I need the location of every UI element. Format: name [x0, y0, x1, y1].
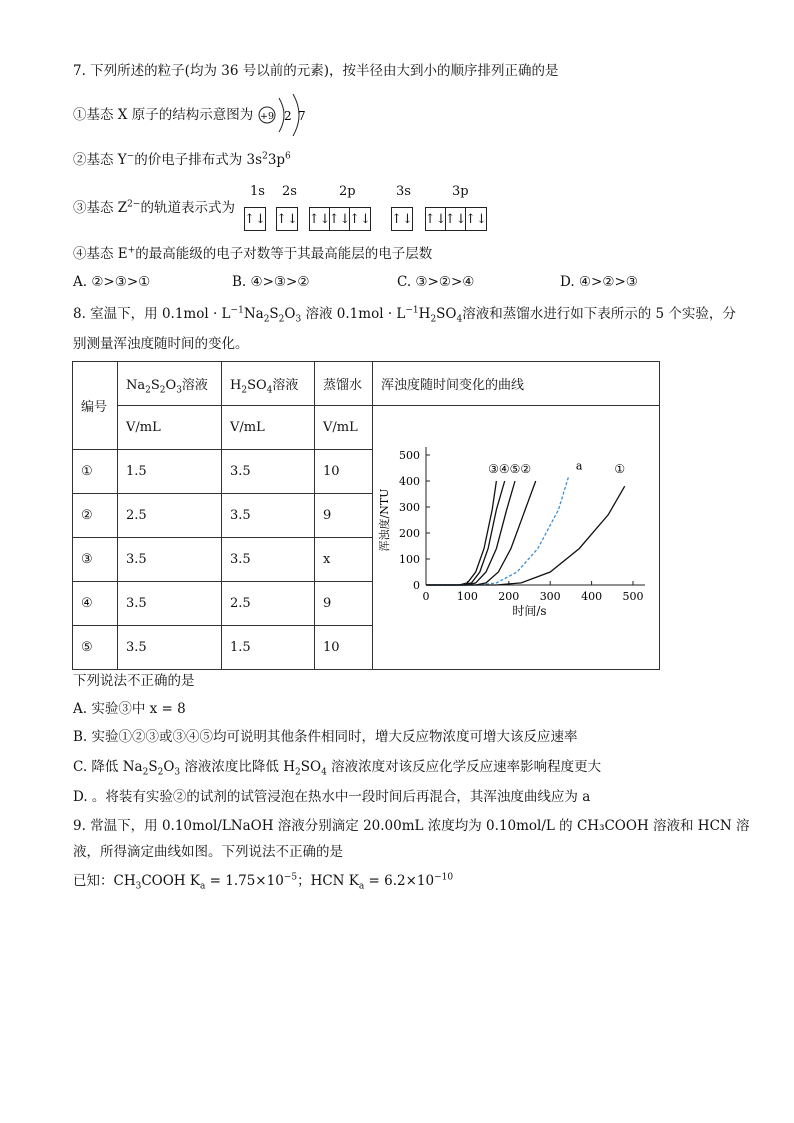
x-tick-label: 400 [581, 590, 603, 603]
y-tick-label: 200 [399, 527, 420, 540]
y-tick-label: 300 [399, 501, 420, 514]
q8-optc-part: C. 降低 Na [73, 759, 143, 775]
orbital-box-1s [244, 207, 266, 231]
row-water: x [315, 538, 373, 582]
header-na2s2o3: $Na_2S_2O_3$溶液 [118, 362, 222, 406]
sub: 2 [430, 314, 437, 325]
orbital-label-3s: 3s [396, 184, 411, 199]
q8-stem-line1: 8. 室温下，用 $0.1mol \cdot L^{-1}Na_2S_2O_3$ 溶液 $0.1mol \cdot L^{-1}H_2SO_4$溶液和蒸馏水进行如下表所示的 5 个实验，分 [73, 305, 736, 325]
series-line-solid [426, 481, 505, 585]
orbital-label-2s: 2s [282, 184, 297, 199]
q7-item1 [73, 106, 253, 124]
q7-item3 [73, 199, 235, 217]
q8-option-c[interactable]: C. 降低 $Na_2S_2O_3$ 溶液浓度比降低 $H_2SO_4$ 溶液浓度对该反应化学反应速率影响程度更大 [73, 759, 602, 778]
row-h2: 1.5 [222, 626, 315, 670]
row-na: 2.5 [118, 494, 222, 538]
q7-option-c[interactable]: C. ③>②>④ [397, 274, 475, 290]
q9-known [73, 872, 453, 890]
x-tick-label: 500 [622, 590, 644, 603]
q7-item4-suffix: 的最高能级的电子对数等于其最高能层的电子层数 [135, 246, 433, 262]
q9-known-part: = 6.2×10 [364, 873, 435, 889]
row-na: 3.5 [118, 626, 222, 670]
header-id: 编号 [73, 362, 118, 450]
x-tick-label: 0 [422, 590, 430, 603]
sub: 2 [263, 314, 270, 325]
sub: 3 [295, 314, 302, 325]
series-line-solid [426, 481, 496, 585]
q8-stem-part: 8. 室温下，用 0.1mol · L [73, 306, 231, 322]
row-na: 3.5 [118, 582, 222, 626]
series-line-solid [426, 486, 625, 585]
q7-stem: 7. 下列所述的粒子(均为 36 号以前的元素)，按半径由大到小的顺序排列正确的是 [73, 63, 559, 79]
q7-item3-suffix: 的轨道表示式为 [140, 200, 235, 216]
row-id: ② [73, 494, 118, 538]
q8-optc-part: 溶液浓度比降低 H [184, 759, 295, 775]
curve-label-group: ③④⑤② [488, 462, 532, 477]
row-na: 1.5 [118, 450, 222, 494]
orbital-box-3p [425, 207, 487, 231]
exp: −5 [283, 872, 298, 883]
orbital-cell: ↑↓ [310, 208, 330, 230]
q9-known-part: COOH K [141, 873, 200, 889]
row-h2: 3.5 [222, 494, 315, 538]
orbital-cell: ↑↓ [330, 208, 350, 230]
sub: 2 [142, 767, 149, 778]
orbital-cell: ↑↓ [426, 208, 446, 230]
q9-known-part: ；HCN K [297, 873, 359, 889]
y-tick-label: 500 [399, 449, 420, 462]
q7-item4 [73, 245, 432, 263]
q8-stem-part: 溶液和蒸馏水进行如下表所示的 5 个实验，分 [462, 306, 736, 322]
header-na-suffix: 溶液 [181, 378, 208, 393]
exp: 2 [262, 151, 268, 162]
unit-water: V/mL [315, 406, 373, 450]
orbital-cell: ↑↓ [244, 211, 266, 227]
q8-stem-part: 溶液 0.1mol · L [305, 306, 406, 322]
row-h2: 3.5 [222, 450, 315, 494]
header-water: 蒸馏水 [315, 362, 373, 406]
shell-2-count: 7 [298, 109, 306, 123]
sub: 4 [456, 314, 463, 325]
charge: − [126, 151, 135, 162]
row-water: 9 [315, 494, 373, 538]
exp: −10 [434, 872, 454, 883]
charge: 2− [127, 199, 141, 210]
q8-option-a[interactable]: A. 实验③中 x = 8 [73, 701, 186, 717]
q9-known-part: = 1.75×10 [205, 873, 284, 889]
orbital-label-3p: 3p [452, 184, 469, 199]
atom-structure-diagram [257, 90, 317, 140]
row-id: ⑤ [73, 626, 118, 670]
orbital-label-2p: 2p [339, 184, 356, 199]
row-id: ① [73, 450, 118, 494]
q7-option-a[interactable]: A. ②>③>① [73, 274, 151, 290]
orbital-cell: ↑↓ [349, 211, 371, 227]
q7-item4-prefix: ④基态 E [73, 246, 128, 262]
header-h2so4: $H_2SO_4$溶液 [222, 362, 315, 406]
series-line-a [426, 476, 569, 585]
y-tick-label: 100 [399, 553, 420, 566]
orbital-cell: ↑↓ [276, 211, 298, 227]
x-tick-label: 300 [539, 590, 561, 603]
row-id: ④ [73, 582, 118, 626]
x-tick-label: 200 [498, 590, 520, 603]
y-axis-label: 浑浊度/NTU [378, 488, 391, 552]
exp: −1 [405, 305, 419, 316]
q7-option-b[interactable]: B. ④>③>② [232, 274, 310, 290]
row-h2: 3.5 [222, 538, 315, 582]
q8-after: 下列说法不正确的是 [73, 673, 195, 689]
sub: 2 [278, 314, 285, 325]
q8-stem-line2: 别测量浑浊度随时间的变化。 [73, 336, 249, 352]
orbital-label-1s: 1s [250, 184, 265, 199]
sub: 3 [174, 767, 181, 778]
y-tick-label: 400 [399, 475, 420, 488]
header-curve: 浑浊度随时间变化的曲线 [373, 362, 660, 406]
header-h2-suffix: 溶液 [272, 378, 299, 393]
x-tick-label: 100 [456, 590, 478, 603]
charge: + [127, 245, 136, 256]
sub: a [358, 881, 365, 892]
q8-stem-part: Na [243, 306, 264, 322]
q9-known-part: 已知：CH [73, 873, 136, 889]
q7-item3-prefix: ③基态 Z [73, 200, 128, 216]
row-water: 9 [315, 582, 373, 626]
nucleus-charge: +9 [259, 111, 275, 122]
x-axis-label: 时间/s [512, 604, 547, 618]
turbidity-chart [371, 405, 655, 668]
q9-stem-line1: 9. 常温下，用 0.10mol/LNaOH 溶液分别滴定 20.00mL 浓度均为 0.10mol/L 的 CH₃COOH 溶液和 HCN 溶 [73, 818, 750, 834]
orbital-cell: ↑↓ [446, 208, 466, 230]
q7-option-d[interactable]: D. ④>②>③ [560, 274, 638, 290]
unit-na: V/mL [118, 406, 222, 450]
q7-item2 [73, 151, 291, 169]
q7-item2-mid2: 3p [267, 152, 286, 168]
curve-label-1: ① [614, 462, 626, 477]
q9-stem-line2: 液，所得滴定曲线如图。下列说法不正确的是 [73, 844, 343, 860]
q8-stem-part: H [418, 306, 431, 322]
row-water: 10 [315, 626, 373, 670]
q8-option-b[interactable]: B. 实验①②③或③④⑤均可说明其他条件相同时，增大反应物浓度可增大该反应速率 [73, 729, 578, 745]
q8-optc-part: 溶液浓度对该反应化学反应速率影响程度更大 [331, 759, 602, 775]
sub: 4 [321, 767, 327, 778]
q7-item1-text: ①基态 X 原子的结构示意图为 [73, 107, 254, 123]
sub: a [199, 881, 206, 892]
row-h2: 2.5 [222, 582, 315, 626]
orbital-box-3s [391, 207, 413, 231]
orbital-box-2s [276, 207, 298, 231]
row-na: 3.5 [118, 538, 222, 582]
orbital-cell: ↑↓ [465, 211, 487, 227]
sub: 2 [295, 767, 301, 778]
unit-h2: V/mL [222, 406, 315, 450]
exp: −1 [230, 305, 244, 316]
shell-1-count: 2 [284, 109, 292, 123]
series-line-solid [426, 481, 515, 585]
row-water: 10 [315, 450, 373, 494]
curve-label-a: a [575, 459, 583, 473]
y-tick-label: 0 [413, 579, 420, 592]
sub: 3 [135, 881, 142, 892]
q7-item2-prefix: ②基态 Y [73, 152, 127, 168]
sub: 2 [157, 767, 164, 778]
q7-item2-mid: 的价电子排布式为 3s [134, 152, 263, 168]
row-id: ③ [73, 538, 118, 582]
exp: 6 [285, 151, 291, 162]
orbital-cell: ↑↓ [391, 211, 413, 227]
q8-option-d[interactable]: D. 。将装有实验②的试剂的试管浸泡在热水中一段时间后再混合，其浑浊度曲线应为 a [73, 789, 591, 805]
orbital-box-2p [309, 207, 371, 231]
